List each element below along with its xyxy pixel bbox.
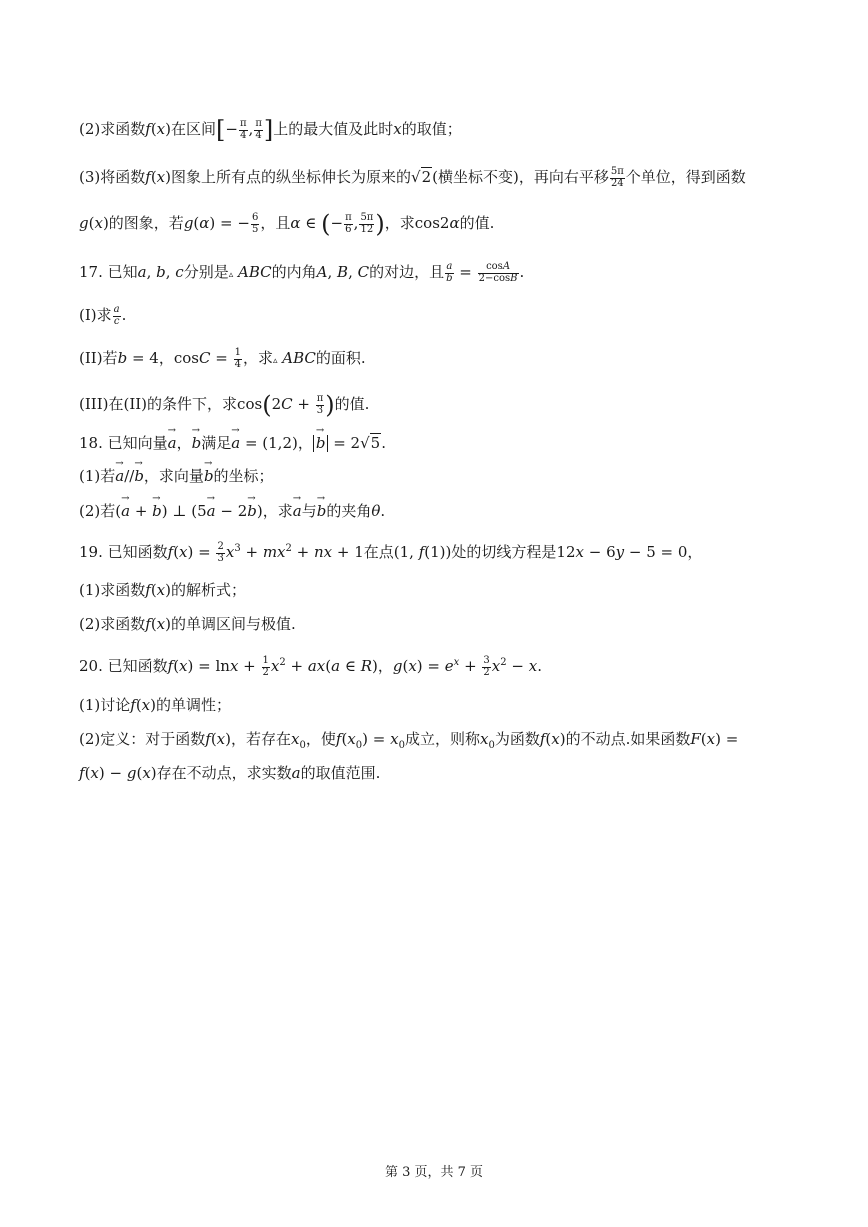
text: ，求向量 [143,467,204,485]
text: ， [158,349,174,367]
text: 的内角 [271,263,317,281]
text: (II)若 [79,349,118,367]
text: (2)若 [79,502,116,520]
question-18-part-2: (2)若(→ a + → b) ⊥ (5→ a − 2→ b)，求→ a与→ b的夹角θ. [79,504,385,519]
text: ，使 [305,730,336,748]
question-17-stem: 17. 已知a, b, c分别是▵ ABC的内角A, B, C的对边，且 $\frac{a}{b}$ = $\frac{\cos A}{2-\cos B}$ . [79,261,525,284]
text: (1)讨论 [79,696,131,714]
text: 在点 [363,543,394,561]
text: 分别是 [183,263,229,281]
question-20-part-1: (1)讨论f(x)的单调性； [79,696,232,714]
text: 处的切线方程是 [451,543,557,561]
question-16-part-3-line-1: (3)将函数f(x)图象上所有点的纵坐标伸长为原来的√2(横坐标不变)，再向右平移 $\frac{5\pi}{24}$ 个单位，得到函数 [79,166,746,189]
text: (I)求 [79,306,112,324]
text: 的解析式； [171,581,247,599]
text: (横坐标不变)，再向右平移 [432,168,609,186]
text: 图象上所有点的纵坐标伸长为原来的 [171,168,412,186]
question-16-part-3-line-2: g(x)的图象，若g(α) = − $\frac{6}{5}$ ，且α ∈ (− $\frac{\pi}{6}$ , $\frac{5\pi}{12}$ )，求cos2α的值. [79,210,495,238]
question-20-stem: 20. 已知函数f(x) = lnx + $\frac{1}{2}$ $x^2 + ax(a$ ∈ R)，$g(x) = e^x$ + $\frac{3}{2}$ $x^2 - x$. [79,655,542,678]
question-18-part-1: (1)若→ a//→ b，求向量→ b的坐标； [79,469,274,484]
text: 上的最大值及此时 [273,120,394,138]
question-17-part-2: (II)若b = 4，cosC = $\frac{1}{4}$ ，求▵ ABC的面积. [79,347,366,370]
text: 的取值范围. [300,764,381,782]
text: ，求 [384,214,415,232]
text: 的图象，若 [108,214,184,232]
text: 成立，则称 [404,730,480,748]
text: ，求 [262,502,293,520]
text: (1)求函数 [79,581,146,599]
text: 19. 已知函数 [79,543,168,561]
text: 20. 已知函数 [79,657,168,675]
text: 的取值； [401,120,462,138]
text: ，求 [242,349,273,367]
text: (1)若 [79,467,116,485]
text: 在区间 [171,120,217,138]
text: (2)求函数 [79,120,146,138]
text: 的坐标； [213,467,274,485]
text: 的对边，且 [369,263,445,281]
text: 17. 已知 [79,263,138,281]
question-20-part-2-line-1: (2)定义：对于函数f(x)，若存在$x_0$，使$f(x_0) = x_0$成立，则称$x_0$为函数f(x)的不动点.如果函数F(x) = [79,730,739,751]
text: 18. 已知向量 [79,434,168,452]
question-17-part-1: (I)求 $\frac{a}{c}$ . [79,304,127,327]
question-19-part-2: (2)求函数f(x)的单调区间与极值. [79,615,296,633]
text: (2)求函数 [79,615,146,633]
text: 的值. [334,395,370,413]
text: 个单位，得到函数 [625,168,746,186]
text: 满足 [201,434,232,452]
text: 的单调性； [156,696,232,714]
text: 的夹角 [326,502,372,520]
question-20-part-2-line-2: f(x) − g(x)存在不动点，求实数a的取值范围. [79,764,381,782]
text: (III)在(II)的条件下，求 [79,395,238,413]
question-16-part-2: (2)求函数f(x)在区间[− $\frac{\pi}{4}$ , $\frac{\pi}{4}$ ]上的最大值及此时x的取值； [79,116,462,144]
text: 的值. [459,214,495,232]
text: 为函数 [494,730,540,748]
text: (3)将函数 [79,168,146,186]
page-footer: 第 3 页，共 7 页 [384,1165,484,1180]
question-17-part-3: (III)在(II)的条件下，求cos(2C + $\frac{\pi}{3}$ )的值. [79,391,370,419]
question-19-part-1: (1)求函数f(x)的解析式； [79,581,247,599]
text: 的不动点.如果函数 [565,730,691,748]
question-18-stem: 18. 已知向量→ a，→ b满足→ a = (1,2)，→ b = 2√5. [79,435,386,452]
text: ，若存在 [231,730,292,748]
text: 的单调区间与极值. [171,615,296,633]
text: (2)定义：对于函数 [79,730,206,748]
question-19-stem: 19. 已知函数f(x) = $\frac{2}{3}$ $x^3 + mx^2$ + nx + 1在点(1, f(1))处的切线方程是12x − 6y − 5 = 0， [79,541,703,564]
text: 存在不动点，求实数 [156,764,292,782]
text: ，且 [260,214,291,232]
text: 的面积. [315,349,366,367]
text: 与 [301,502,317,520]
